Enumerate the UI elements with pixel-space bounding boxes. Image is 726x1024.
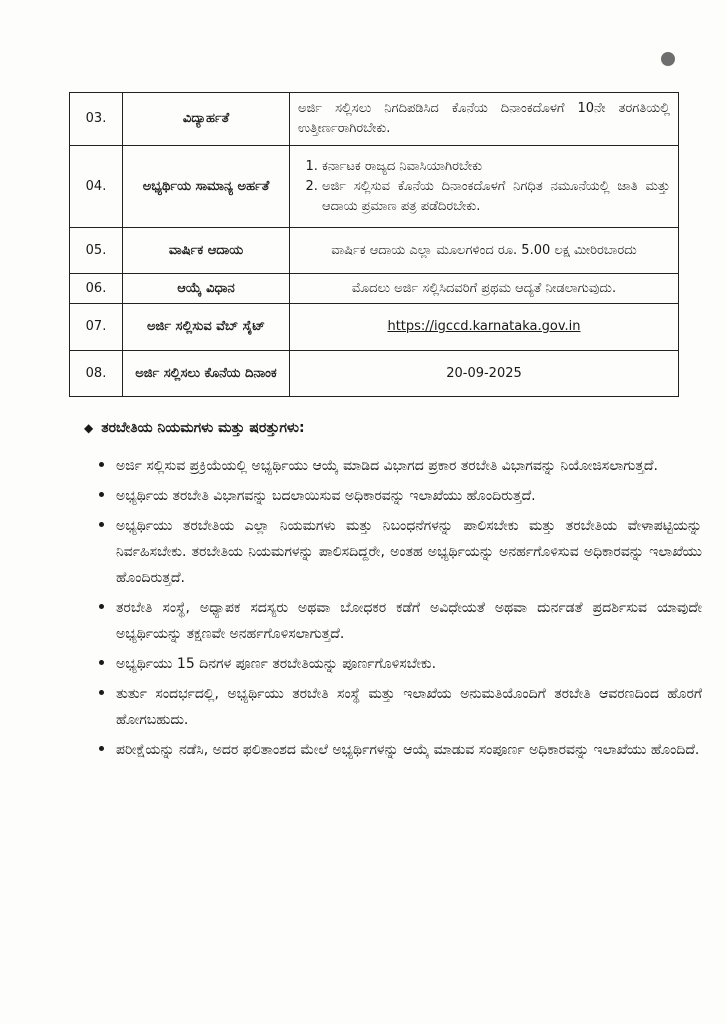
training-rules-list (86, 452, 702, 766)
row-label: ಅರ್ಜಿ ಸಲ್ಲಿಸುವ ವೆಬ್ ಸೈಟ್ (123, 304, 290, 351)
list-item: • ಅರ್ಜಿ ಸಲ್ಲಿಸುವ ಪ್ರಕ್ರಿಯೆಯಲ್ಲಿ ಅಭ್ಯರ್ಥಿಯು ಆಯ್ಕೆ ಮಾಡಿದ ವಿಭಾಗದ ಪ್ರಕಾರ ತರಬೇತಿ ವಿಭಾಗವನ್ನು ನಿಯೋಜಿಸಲಾಗುತ್ತದೆ. (116, 452, 702, 479)
row-value: 20-09-2025 (290, 351, 679, 397)
row-value (290, 146, 679, 228)
row-label: ಅಭ್ಯರ್ಥಿಯ ಸಾಮಾನ್ಯ ಅರ್ಹತೆ (123, 146, 290, 228)
row-number: 07. (70, 304, 123, 351)
table-row (70, 146, 679, 228)
row-value (290, 304, 679, 351)
row-label: ವಾರ್ಷಿಕ ಆದಾಯ (123, 228, 290, 274)
list-item: • ಅಭ್ಯರ್ಥಿಯ ತರಬೇತಿ ವಿಭಾಗವನ್ನು ಬದಲಾಯಿಸುವ ಅಧಿಕಾರವನ್ನು ಇಲಾಖೆಯು ಹೊಂದಿರುತ್ತದೆ. (116, 482, 702, 509)
row-number: 04. (70, 146, 123, 228)
row-number: 06. (70, 274, 123, 304)
list-item: 2. ಅರ್ಜಿ ಸಲ್ಲಿಸುವ ಕೊನೆಯ ದಿನಾಂಕದೊಳಗೆ ನಿಗಧಿತ ನಮೂನೆಯಲ್ಲಿ ಜಾತಿ ಮತ್ತು ಆದಾಯ ಪ್ರಮಾಣ ಪತ್ರ ಪಡೆದಿರಬೇಕು. (322, 177, 670, 217)
list-item: 1. ಕರ್ನಾಟಕ ರಾಜ್ಯದ ನಿವಾಸಿಯಾಗಿರಬೇಕು (322, 157, 670, 177)
diamond-bullet-icon: ◆ (84, 421, 94, 435)
row-number: 05. (70, 228, 123, 274)
row-number: 08. (70, 351, 123, 397)
general-eligibility-list (298, 157, 670, 217)
table-row (70, 351, 679, 397)
list-item: • ಪರೀಕ್ಷೆಯನ್ನು ನಡೆಸಿ, ಅದರ ಫಲಿತಾಂಶದ ಮೇಲೆ ಅಭ್ಯರ್ಥಿಗಳನ್ನು ಆಯ್ಕೆ ಮಾಡುವ ಸಂಪೂರ್ಣ ಅಧಿಕಾರವನ್ನು ಇಲಾಖೆಯು ಹೊಂದಿದೆ. (116, 736, 702, 763)
punch-hole-mark (661, 52, 675, 66)
table-row (70, 93, 679, 146)
eligibility-table (69, 92, 679, 397)
table-row (70, 274, 679, 304)
list-item: • ತುರ್ತು ಸಂದರ್ಭದಲ್ಲಿ, ಅಭ್ಯರ್ಥಿಯು ತರಬೇತಿ ಸಂಸ್ಥೆ ಮತ್ತು ಇಲಾಖೆಯ ಅನುಮತಿಯೊಂದಿಗೆ ತರಬೇತಿ ಆವರಣದಿಂದ ಹೊರಗೆ ಹೋಗಬಹುದು. (116, 680, 702, 733)
section-title: ತರಬೇತಿಯ ನಿಯಮಗಳು ಮತ್ತು ಷರತ್ತುಗಳು: (101, 420, 305, 436)
website-link[interactable]: https://igccd.karnataka.gov.in (387, 319, 581, 334)
row-number: 03. (70, 93, 123, 146)
list-item: • ತರಬೇತಿ ಸಂಸ್ಥೆ, ಅಧ್ಯಾಪಕ ಸದಸ್ಯರು ಅಥವಾ ಬೋಧಕರ ಕಡೆಗೆ ಅವಿಧೇಯತೆ ಅಥವಾ ದುರ್ನಡತೆ ಪ್ರದರ್ಶಿಸುವ ಯಾವುದೇ ಅಭ್ಯರ್ಥಿಯನ್ನು ತಕ್ಷಣವೇ ಅನರ್ಹಗೊಳಿಸಲಾಗುತ್ತದೆ. (116, 594, 702, 647)
table-row (70, 304, 679, 351)
row-value: ಅರ್ಜಿ ಸಲ್ಲಿಸಲು ನಿಗದಿಪಡಿಸಿದ ಕೊನೆಯ ದಿನಾಂಕದೊಳಗೆ 10ನೇ ತರಗತಿಯಲ್ಲಿ ಉತ್ತೀರ್ಣರಾಗಿರಬೇಕು. (290, 93, 679, 146)
row-label: ವಿದ್ಯಾರ್ಹತೆ (123, 93, 290, 146)
row-label: ಆಯ್ಕೆ ವಿಧಾನ (123, 274, 290, 304)
row-value: ವಾರ್ಷಿಕ ಆದಾಯ ಎಲ್ಲಾ ಮೂಲಗಳಿಂದ ರೂ. 5.00 ಲಕ್ಷ ಮೀರಿರಬಾರದು (290, 228, 679, 274)
table-row (70, 228, 679, 274)
list-item: • ಅಭ್ಯರ್ಥಿಯು 15 ದಿನಗಳ ಪೂರ್ಣ ತರಬೇತಿಯನ್ನು ಪೂರ್ಣಗೊಳಿಸಬೇಕು. (116, 650, 702, 677)
section-heading (84, 420, 305, 436)
row-label: ಅರ್ಜಿ ಸಲ್ಲಿಸಲು ಕೊನೆಯ ದಿನಾಂಕ (123, 351, 290, 397)
row-value: ಮೊದಲು ಅರ್ಜಿ ಸಲ್ಲಿಸಿದವರಿಗೆ ಪ್ರಥಮ ಆದ್ಯತೆ ನೀಡಲಾಗುವುದು. (290, 274, 679, 304)
list-item: • ಅಭ್ಯರ್ಥಿಯು ತರಬೇತಿಯ ಎಲ್ಲಾ ನಿಯಮಗಳು ಮತ್ತು ನಿಬಂಧನೆಗಳನ್ನು ಪಾಲಿಸಬೇಕು ಮತ್ತು ತರಬೇತಿಯ ವೇಳಾಪಟ್ಟಿಯನ್ನು ನಿರ್ವಹಿಸಬೇಕು. ತರಬೇತಿಯ ನಿಯಮಗಳನ್ನು ಪಾಲಿಸದಿದ್ದರೇ, ಅಂತಹ ಅಭ್ಯರ್ಥಿಯನ್ನು ಅನರ್ಹಗೊಳಿಸುವ ಅಧಿಕಾರವನ್ನು ಇಲಾಖೆಯು ಹೊಂದಿರುತ್ತದೆ. (116, 512, 702, 591)
